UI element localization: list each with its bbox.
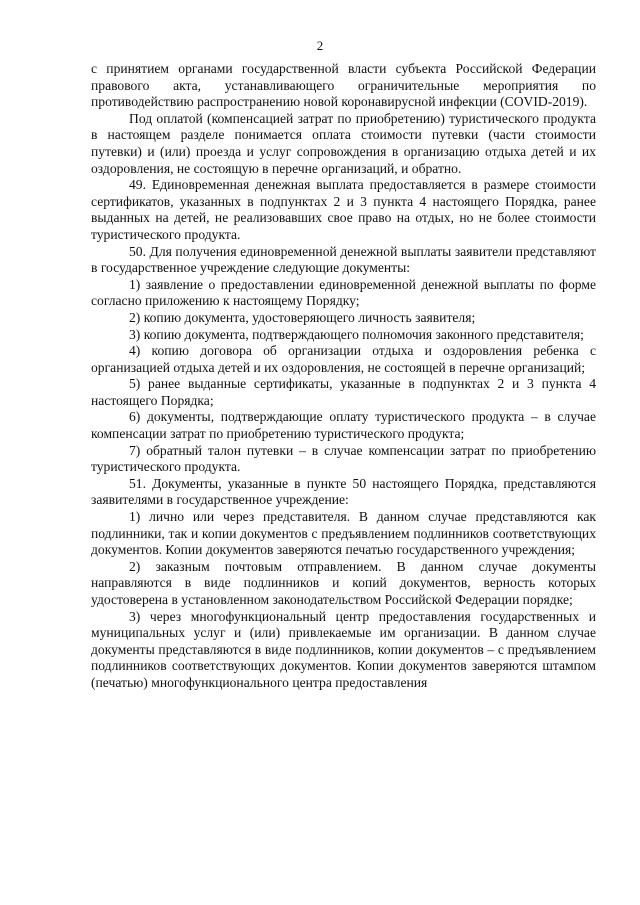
paragraph-tourist-product-definition: Под оплатой (компенсацией затрат по приобретению) туристического продукта в настоящем разделе понимается оплата стоимости путевки (части стоимости путевки) и (или) проезда и услуг сопровождения в организацию отдыха детей и их оздоровления, не состоящую в перечне организаций, и обратно. [91, 110, 596, 176]
list-item-50-4: 4) копию договора об организации отдыха и оздоровления ребенка с организацией отдыха детей и их оздоровления, не состоящей в перечне организаций; [91, 343, 596, 375]
list-item-50-5: 5) ранее выданные сертификаты, указанные в подпунктах 2 и 3 пункта 4 настоящего Порядка; [91, 376, 596, 408]
page-number: 2 [316, 38, 324, 53]
list-item-51-3: 3) через многофункциональный центр предоставления государственных и муниципальных услуг и (или) привлекаемые им организации. В данном случае документы представляются в виде подлинников, копии документов – с предъявлением подлинников соответствующих документов. Копии документов заверяются штампом (печатью) многофункционального центра предоставления [91, 608, 596, 690]
paragraph-continuation: с принятием органами государственной власти субъекта Российской Федерации правового акта, устанавливающего ограничительные мероприятия по противодействию распространению новой коронавирусной инфекции (COVID-2019). [91, 61, 596, 110]
list-item-51-2: 2) заказным почтовым отправлением. В данном случае документы направляются в виде подлинников и копий документов, верность которых удостоверена в установленном законодательством Российской Федерации порядке; [91, 558, 596, 607]
list-item-50-6: 6) документы, подтверждающие оплату туристического продукта – в случае компенсации затрат по приобретению туристического продукта; [91, 409, 596, 442]
list-item-51-1: 1) лично или через представителя. В данном случае представляются как подлинники, так и копии документов с предъявлением подлинников соответствующих документов. Копии документов заверяются печатью государственного учреждения; [91, 509, 596, 558]
paragraph-clause-50: 50. Для получения единовременной денежной выплаты заявители представляют в государственное учреждение следующие документы: [91, 243, 596, 276]
list-item-50-1: 1) заявление о предоставлении единовременной денежной выплаты по форме согласно приложению к настоящему Порядку; [91, 276, 596, 309]
paragraph-clause-49: 49. Единовременная денежная выплата предоставляется в размере стоимости сертификатов, указанных в подпунктах 2 и 3 пункта 4 настоящего Порядка, ранее выданных на детей, не реализовавших свое право на отдых, но не более стоимости туристического продукта. [91, 177, 596, 242]
list-item-50-7: 7) обратный талон путевки – в случае компенсации затрат по приобретению туристического продукта. [91, 442, 596, 475]
list-item-50-3: 3) копию документа, подтверждающего полномочия законного представителя; [129, 326, 584, 342]
list-item-50-2: 2) копию документа, удостоверяющего личность заявителя; [129, 309, 476, 325]
body-text [91, 61, 596, 692]
paragraph-clause-51: 51. Документы, указанные в пункте 50 настоящего Порядка, представляются заявителями в государственное учреждение: [91, 475, 596, 508]
